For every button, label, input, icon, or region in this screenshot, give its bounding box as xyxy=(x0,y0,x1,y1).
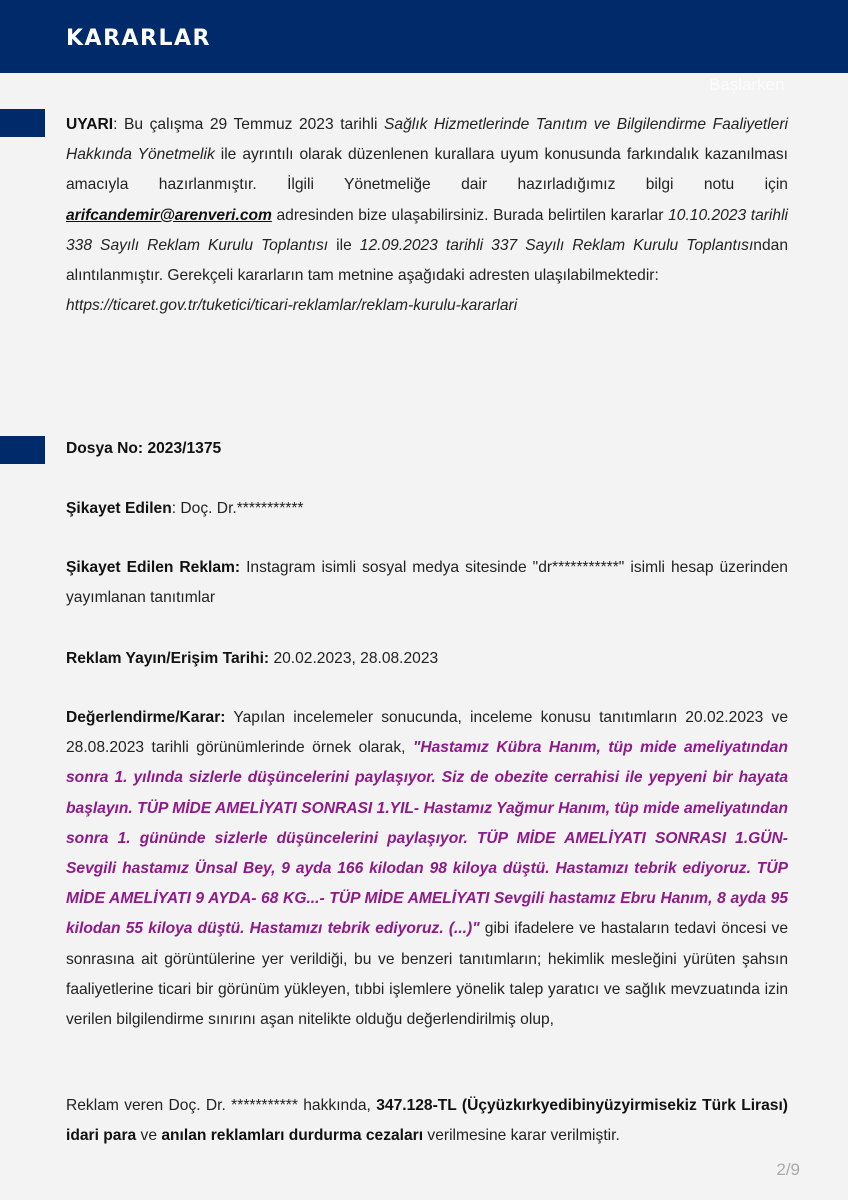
evaluation-text: gibi ifadelere ve hastaların tedavi öncesi ve sonrasına ait görüntülerine yer verildiği, bu ve benzeri tanıtımların; hekimlik mesleğini yürüten şahsın faaliyetlerine ticari bir görünüm yükleyen, tıbbi işlemlere yönelik talep yaratıcı ve sağlık mevzuatında izin verilen bilgilendirme sınırını aşan nitelikte olduğu değerlendirilmiş olup, xyxy=(66,920,789,1029)
complained-party-value: : Doç. Dr.*********** xyxy=(171,500,304,517)
decision-text: Reklam veren Doç. Dr. *********** hakkında, xyxy=(66,1097,377,1114)
section-marker xyxy=(0,109,45,137)
complained-party xyxy=(66,494,788,524)
text: Bu çalışma 29 Temmuz 2023 tarihli xyxy=(123,116,385,133)
email-link[interactable]: arifcandemir@arenveri.com xyxy=(66,206,272,224)
evaluation-decision xyxy=(66,703,788,1035)
warning-notice xyxy=(66,110,788,321)
text: adresinden bize ulaşabilirsiniz. Burada belirtilen kararlar xyxy=(271,206,669,224)
header-bar xyxy=(0,0,848,73)
case-file-number xyxy=(66,434,788,464)
fine-amount: 347.128-TL (Üçyüzkırkyedibinyüzyirmisekiz Türk Lirası) idari para xyxy=(66,1097,788,1145)
meeting-ref-1: 10.10.2023 tarihli 338 Sayılı Reklam Kurulu Toplantısı xyxy=(66,206,788,254)
complained-ad-value: Instagram isimli sosyal medya sitesinde "dr***********" isimli hesap üzerinden yayımlanan tanıtımlar xyxy=(66,559,788,607)
ad-publish-date xyxy=(66,644,788,674)
text: ile ayrıntılı olarak düzenlenen kurallara uyum konusunda farkındalık kazanılması amacıyla hazırlanmıştır. İlgili Yönetmeliğe dair hazırladığımız bilgi notu için xyxy=(66,146,788,194)
ad-publish-date-label: Reklam Yayın/Erişim Tarihi: xyxy=(66,650,270,667)
complained-ad xyxy=(66,553,788,613)
section-ghost-label: Başlarken xyxy=(709,75,785,94)
complained-ad-label: Şikayet Edilen Reklam: xyxy=(66,559,241,576)
penalty-type: anılan reklamları durdurma cezaları xyxy=(161,1127,424,1145)
case-file-label: Dosya No: 2023/1375 xyxy=(66,440,222,457)
ad-publish-date-value: 20.02.2023, 28.08.2023 xyxy=(269,650,439,667)
evaluation-text: Yapılan incelemeler sonucunda, inceleme konusu tanıtımların 20.02.2023 ve 28.08.2023 tarihli görünümlerinde örnek olarak, xyxy=(66,709,788,757)
decision-text: verilmesine karar verilmiştir. xyxy=(423,1127,620,1145)
text: ndan alıntılanmıştır. Gerekçeli kararların tam metnine aşağıdaki adresten ulaşılabilmektedir: xyxy=(66,236,788,285)
text: : xyxy=(113,116,124,133)
decision-text: ve xyxy=(136,1127,162,1145)
final-decision xyxy=(66,1091,788,1151)
source-url-link[interactable]: https://ticaret.gov.tr/tuketici/ticari-reklamlar/reklam-kurulu-kararlari xyxy=(66,297,518,315)
regulation-title: Sağlık Hizmetlerinde Tanıtım ve Bilgilendirme Faaliyetleri Hakkında Yönetmelik xyxy=(66,116,789,164)
meeting-ref-2: 12.09.2023 tarihli 337 Sayılı Reklam Kurulu Toplantısı xyxy=(359,236,754,254)
text: ile xyxy=(328,236,360,254)
page-number: 2/9 xyxy=(776,1160,800,1179)
section-marker xyxy=(0,436,45,464)
ad-quote: "Hastamız Kübra Hanım, tüp mide ameliyatından sonra 1. yılında sizlerle düşüncelerini paylaşıyor. Siz de obezite cerrahisi ile yepyeni bir hayata başlayın. TÜP MİDE AMELİYATI SONRASI 1.YIL- Hastamız Yağmur Hanım, tüp mide ameliyatından sonra 1. gününde sizlerle düşüncelerini paylaşıyor. TÜP MİDE AMELİYATI SONRASI 1.GÜN- Sevgili hastamız Ünsal Bey, 9 ayda 166 kilodan 98 kiloya düştü. Hastamızı tebrik ediyoruz. TÜP MİDE AMELİYATI 9 AYDA- 68 KG...- TÜP MİDE AMELİYATI Sevgili hastamız Ebru Hanım, 8 ayda 95 kilodan 55 kiloya düştü. Hastamızı tebrik ediyoruz. (...)" xyxy=(66,739,788,938)
evaluation-label: Değerlendirme/Karar: xyxy=(66,709,226,726)
page-title: KARARLAR xyxy=(66,26,211,51)
complained-party-label: Şikayet Edilen xyxy=(66,500,172,517)
warning-label: UYARI xyxy=(66,116,114,133)
